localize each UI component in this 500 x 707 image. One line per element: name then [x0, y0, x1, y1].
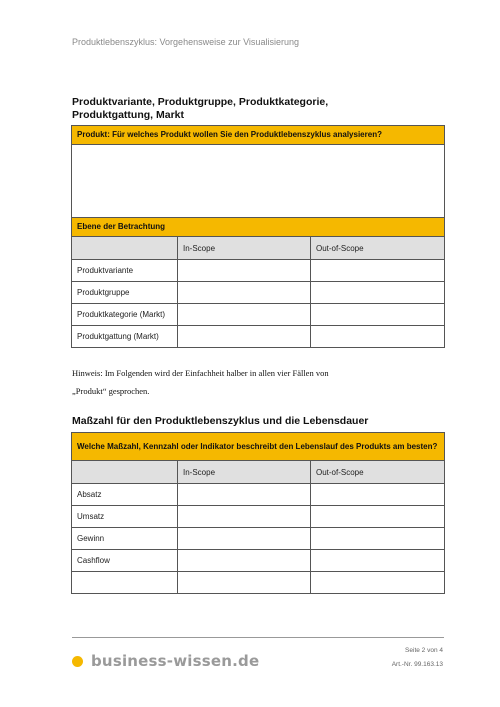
row-label: Produktkategorie (Markt) — [72, 304, 178, 326]
in-scope-cell[interactable] — [178, 506, 311, 528]
brand-logo — [72, 652, 259, 670]
hint-line-1: Hinweis: Im Folgenden wird der Einfachheit halber in allen vier Fällen von — [72, 368, 329, 378]
in-scope-cell[interactable] — [178, 572, 311, 594]
in-scope-cell[interactable] — [178, 326, 311, 348]
out-of-scope-cell[interactable] — [311, 260, 445, 282]
in-scope-header: In-Scope — [178, 237, 311, 260]
out-of-scope-cell[interactable] — [311, 304, 445, 326]
article-number: Art.-Nr. 99.163.13 — [391, 661, 443, 668]
logo-text: business-wissen.de — [91, 652, 260, 670]
section-heading-line-2: Produktgattung, Markt — [72, 109, 184, 121]
section-heading-line-1: Produktvariante, Produktgruppe, Produktkategorie, — [72, 96, 329, 108]
out-of-scope-cell[interactable] — [311, 282, 445, 304]
in-scope-cell[interactable] — [178, 260, 311, 282]
measure-question: Welche Maßzahl, Kennzahl oder Indikator beschreibt den Lebenslauf des Produkts am besten? — [72, 433, 445, 461]
out-of-scope-cell[interactable] — [311, 528, 445, 550]
row-label: Cashflow — [72, 550, 178, 572]
running-header: Produktlebenszyklus: Vorgehensweise zur Visualisierung — [72, 37, 299, 47]
hint-text — [72, 367, 329, 397]
logo-dot-icon — [72, 656, 83, 667]
out-of-scope-cell[interactable] — [311, 506, 445, 528]
in-scope-header: In-Scope — [178, 461, 311, 484]
row-label: Produktgruppe — [72, 282, 178, 304]
row-label[interactable] — [72, 572, 178, 594]
measure-scope-table — [71, 432, 445, 594]
section-heading-product — [72, 96, 328, 122]
row-label: Absatz — [72, 484, 178, 506]
product-question: Produkt: Für welches Produkt wollen Sie den Produktlebenszyklus analysieren? — [72, 126, 445, 145]
in-scope-cell[interactable] — [178, 304, 311, 326]
row-label: Produktvariante — [72, 260, 178, 282]
empty-header-cell — [72, 237, 178, 260]
row-label: Gewinn — [72, 528, 178, 550]
section-heading-measure: Maßzahl für den Produktlebenszyklus und die Lebensdauer — [72, 415, 369, 427]
hint-line-2: „Produkt“ gesprochen. — [72, 386, 150, 396]
row-label: Umsatz — [72, 506, 178, 528]
out-of-scope-cell[interactable] — [311, 572, 445, 594]
empty-header-cell — [72, 461, 178, 484]
page-number: Seite 2 von 4 — [405, 647, 443, 654]
product-scope-table — [71, 125, 445, 348]
in-scope-cell[interactable] — [178, 484, 311, 506]
out-of-scope-header: Out-of-Scope — [311, 461, 445, 484]
level-subheading: Ebene der Betrachtung — [72, 218, 445, 237]
in-scope-cell[interactable] — [178, 282, 311, 304]
out-of-scope-header: Out-of-Scope — [311, 237, 445, 260]
in-scope-cell[interactable] — [178, 550, 311, 572]
footer-divider — [72, 637, 444, 638]
row-label: Produktgattung (Markt) — [72, 326, 178, 348]
out-of-scope-cell[interactable] — [311, 484, 445, 506]
out-of-scope-cell[interactable] — [311, 550, 445, 572]
in-scope-cell[interactable] — [178, 528, 311, 550]
out-of-scope-cell[interactable] — [311, 326, 445, 348]
product-answer-field[interactable] — [72, 145, 445, 218]
